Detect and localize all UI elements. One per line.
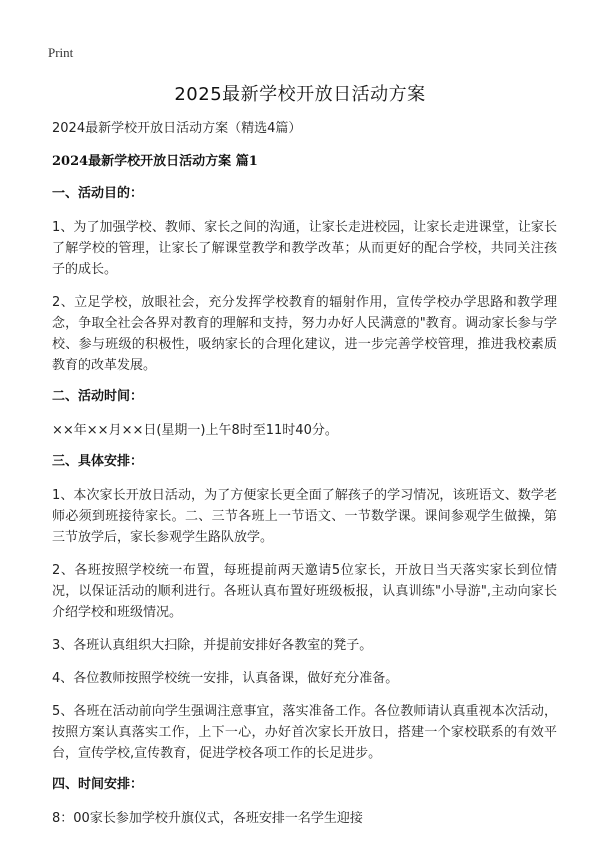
paragraph: 3、各班认真组织大扫除，并提前安排好各教室的凳子。 — [52, 638, 373, 653]
paragraph: 5、各班在活动前向学生强调注意事宜，落实准备工作。各位教师请认真重视本次活动，按照方案认真落实工作，上下一心，办好首次家长开放日，搭建一个家校联系的有效平台，宣传学校,宣传教育，促进学校各项工作的长足进步。 — [52, 704, 557, 761]
section-heading: 三、具体安排： — [52, 454, 144, 469]
page-title: 2025最新学校开放日活动方案 — [174, 84, 426, 105]
document-subtitle: 2024最新学校开放日活动方案（精选4篇） — [52, 121, 302, 136]
section-heading: 一、活动目的： — [52, 186, 144, 201]
paragraph: 2、各班按照学校统一布置，每班提前两天邀请5位家长，开放日当天落实家长到位情况，以保证活动的顺利进行。各班认真布置好班级板报，认真训练"小导游",主动向家长介绍学校和班级情况。 — [52, 563, 557, 620]
section-heading: 四、时间安排： — [52, 777, 144, 792]
paragraph: 1、本次家长开放日活动，为了方便家长更全面了解孩子的学习情况，该班语文、数学老师必须到班接待家长。二、三节各班上一节语文、一节数学课。课间参观学生做操，第三节放学后，家长参观学生路队放学。 — [52, 488, 557, 545]
paragraph: 1、为了加强学校、教师、家长之间的沟通，让家长走进校园，让家长走进课堂，让家长了解学校的管理，让家长了解课堂教学和教学改革；从而更好的配合学校，共同关注孩子的成长。 — [52, 220, 557, 277]
print-label: Print — [48, 45, 74, 60]
paragraph: ××年××月××日(星期一)上午8时至11时40分。 — [52, 423, 338, 438]
document-body — [52, 120, 557, 841]
article-title: 2024最新学校开放日活动方案 篇1 — [52, 154, 258, 169]
section-heading: 二、活动时间： — [52, 389, 144, 404]
paragraph: 4、各位教师按照学校统一安排，认真备课，做好充分准备。 — [52, 671, 399, 686]
paragraph: 2、立足学校，放眼社会，充分发挥学校教育的辐射作用，宣传学校办学思路和教学理念，争取全社会各界对教育的理解和支持，努力办好人民满意的"教育。调动家长参与学校、参与班级的积极性，吸纳家长的合理化建议，进一步完善学校管理，推进我校素质教育的改革发展。 — [52, 295, 557, 373]
paragraph: 8：00家长参加学校升旗仪式，各班安排一名学生迎接 — [52, 811, 363, 826]
